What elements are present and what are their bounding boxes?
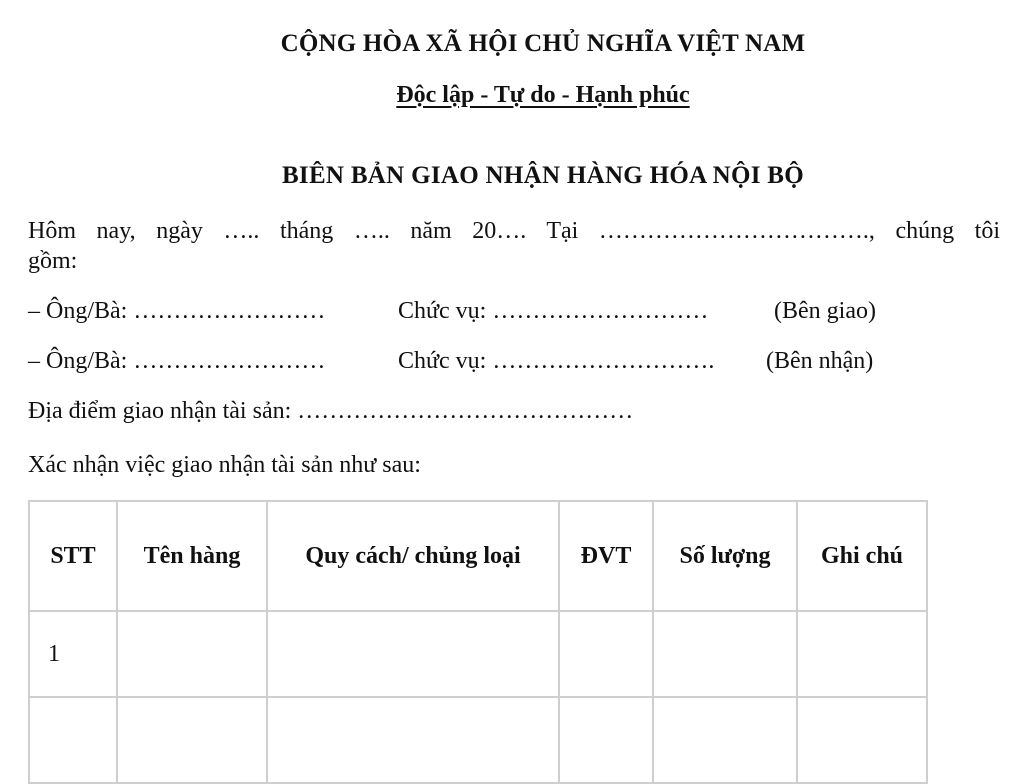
table-cell-empty bbox=[267, 697, 559, 783]
table-cell-specification bbox=[267, 611, 559, 697]
national-title: CỘNG HÒA XÃ HỘI CHỦ NGHĨA VIỆT NAM bbox=[280, 30, 806, 57]
table-cell-empty bbox=[117, 697, 267, 783]
document-title: BIÊN BẢN GIAO NHẬN HÀNG HÓA NỘI BỘ bbox=[281, 162, 805, 189]
party-receiver-position: Chức vụ: ………………………. bbox=[398, 348, 715, 374]
table-row bbox=[29, 611, 927, 697]
party-receiver-name: – Ông/Bà: …………………… bbox=[28, 348, 326, 374]
column-header-quantity: Số lượng bbox=[653, 501, 797, 611]
table-cell-empty bbox=[653, 697, 797, 783]
column-header-specification: Quy cách/ chủng loại bbox=[267, 501, 559, 611]
goods-table-header-row bbox=[29, 501, 927, 611]
table-cell-empty bbox=[29, 697, 117, 783]
table-cell-unit bbox=[559, 611, 653, 697]
table-cell-empty bbox=[559, 697, 653, 783]
table-cell-quantity bbox=[653, 611, 797, 697]
party-receiver-line bbox=[28, 348, 874, 375]
table-cell-item-name bbox=[117, 611, 267, 697]
motto-text: Độc lập - Tự do - Hạnh phúc bbox=[396, 82, 690, 108]
party-receiver-role: (Bên nhận) bbox=[766, 348, 874, 374]
party-giver-name: – Ông/Bà: …………………… bbox=[28, 298, 326, 324]
table-cell-empty bbox=[797, 697, 927, 783]
intro-paragraph: Hôm nay, ngày ….. tháng ….. năm 20…. Tại ……………………………., chúng tôi bbox=[28, 218, 1000, 244]
handover-location: Địa điểm giao nhận tài sản: …………………………………… bbox=[28, 398, 634, 424]
table-row bbox=[29, 697, 927, 783]
column-header-stt: STT bbox=[29, 501, 117, 611]
party-giver-role: (Bên giao) bbox=[774, 298, 876, 324]
national-motto bbox=[0, 82, 1024, 109]
party-giver-line bbox=[28, 298, 876, 325]
column-header-item-name: Tên hàng bbox=[117, 501, 267, 611]
confirmation-statement: Xác nhận việc giao nhận tài sản như sau: bbox=[28, 452, 421, 478]
table-cell-stt: 1 bbox=[29, 611, 117, 697]
table-cell-notes bbox=[797, 611, 927, 697]
column-header-notes: Ghi chú bbox=[797, 501, 927, 611]
goods-table bbox=[28, 500, 928, 784]
intro-paragraph-continued: gồm: bbox=[28, 248, 78, 274]
column-header-unit: ĐVT bbox=[559, 501, 653, 611]
party-giver-position: Chức vụ: ……………………… bbox=[398, 298, 709, 324]
